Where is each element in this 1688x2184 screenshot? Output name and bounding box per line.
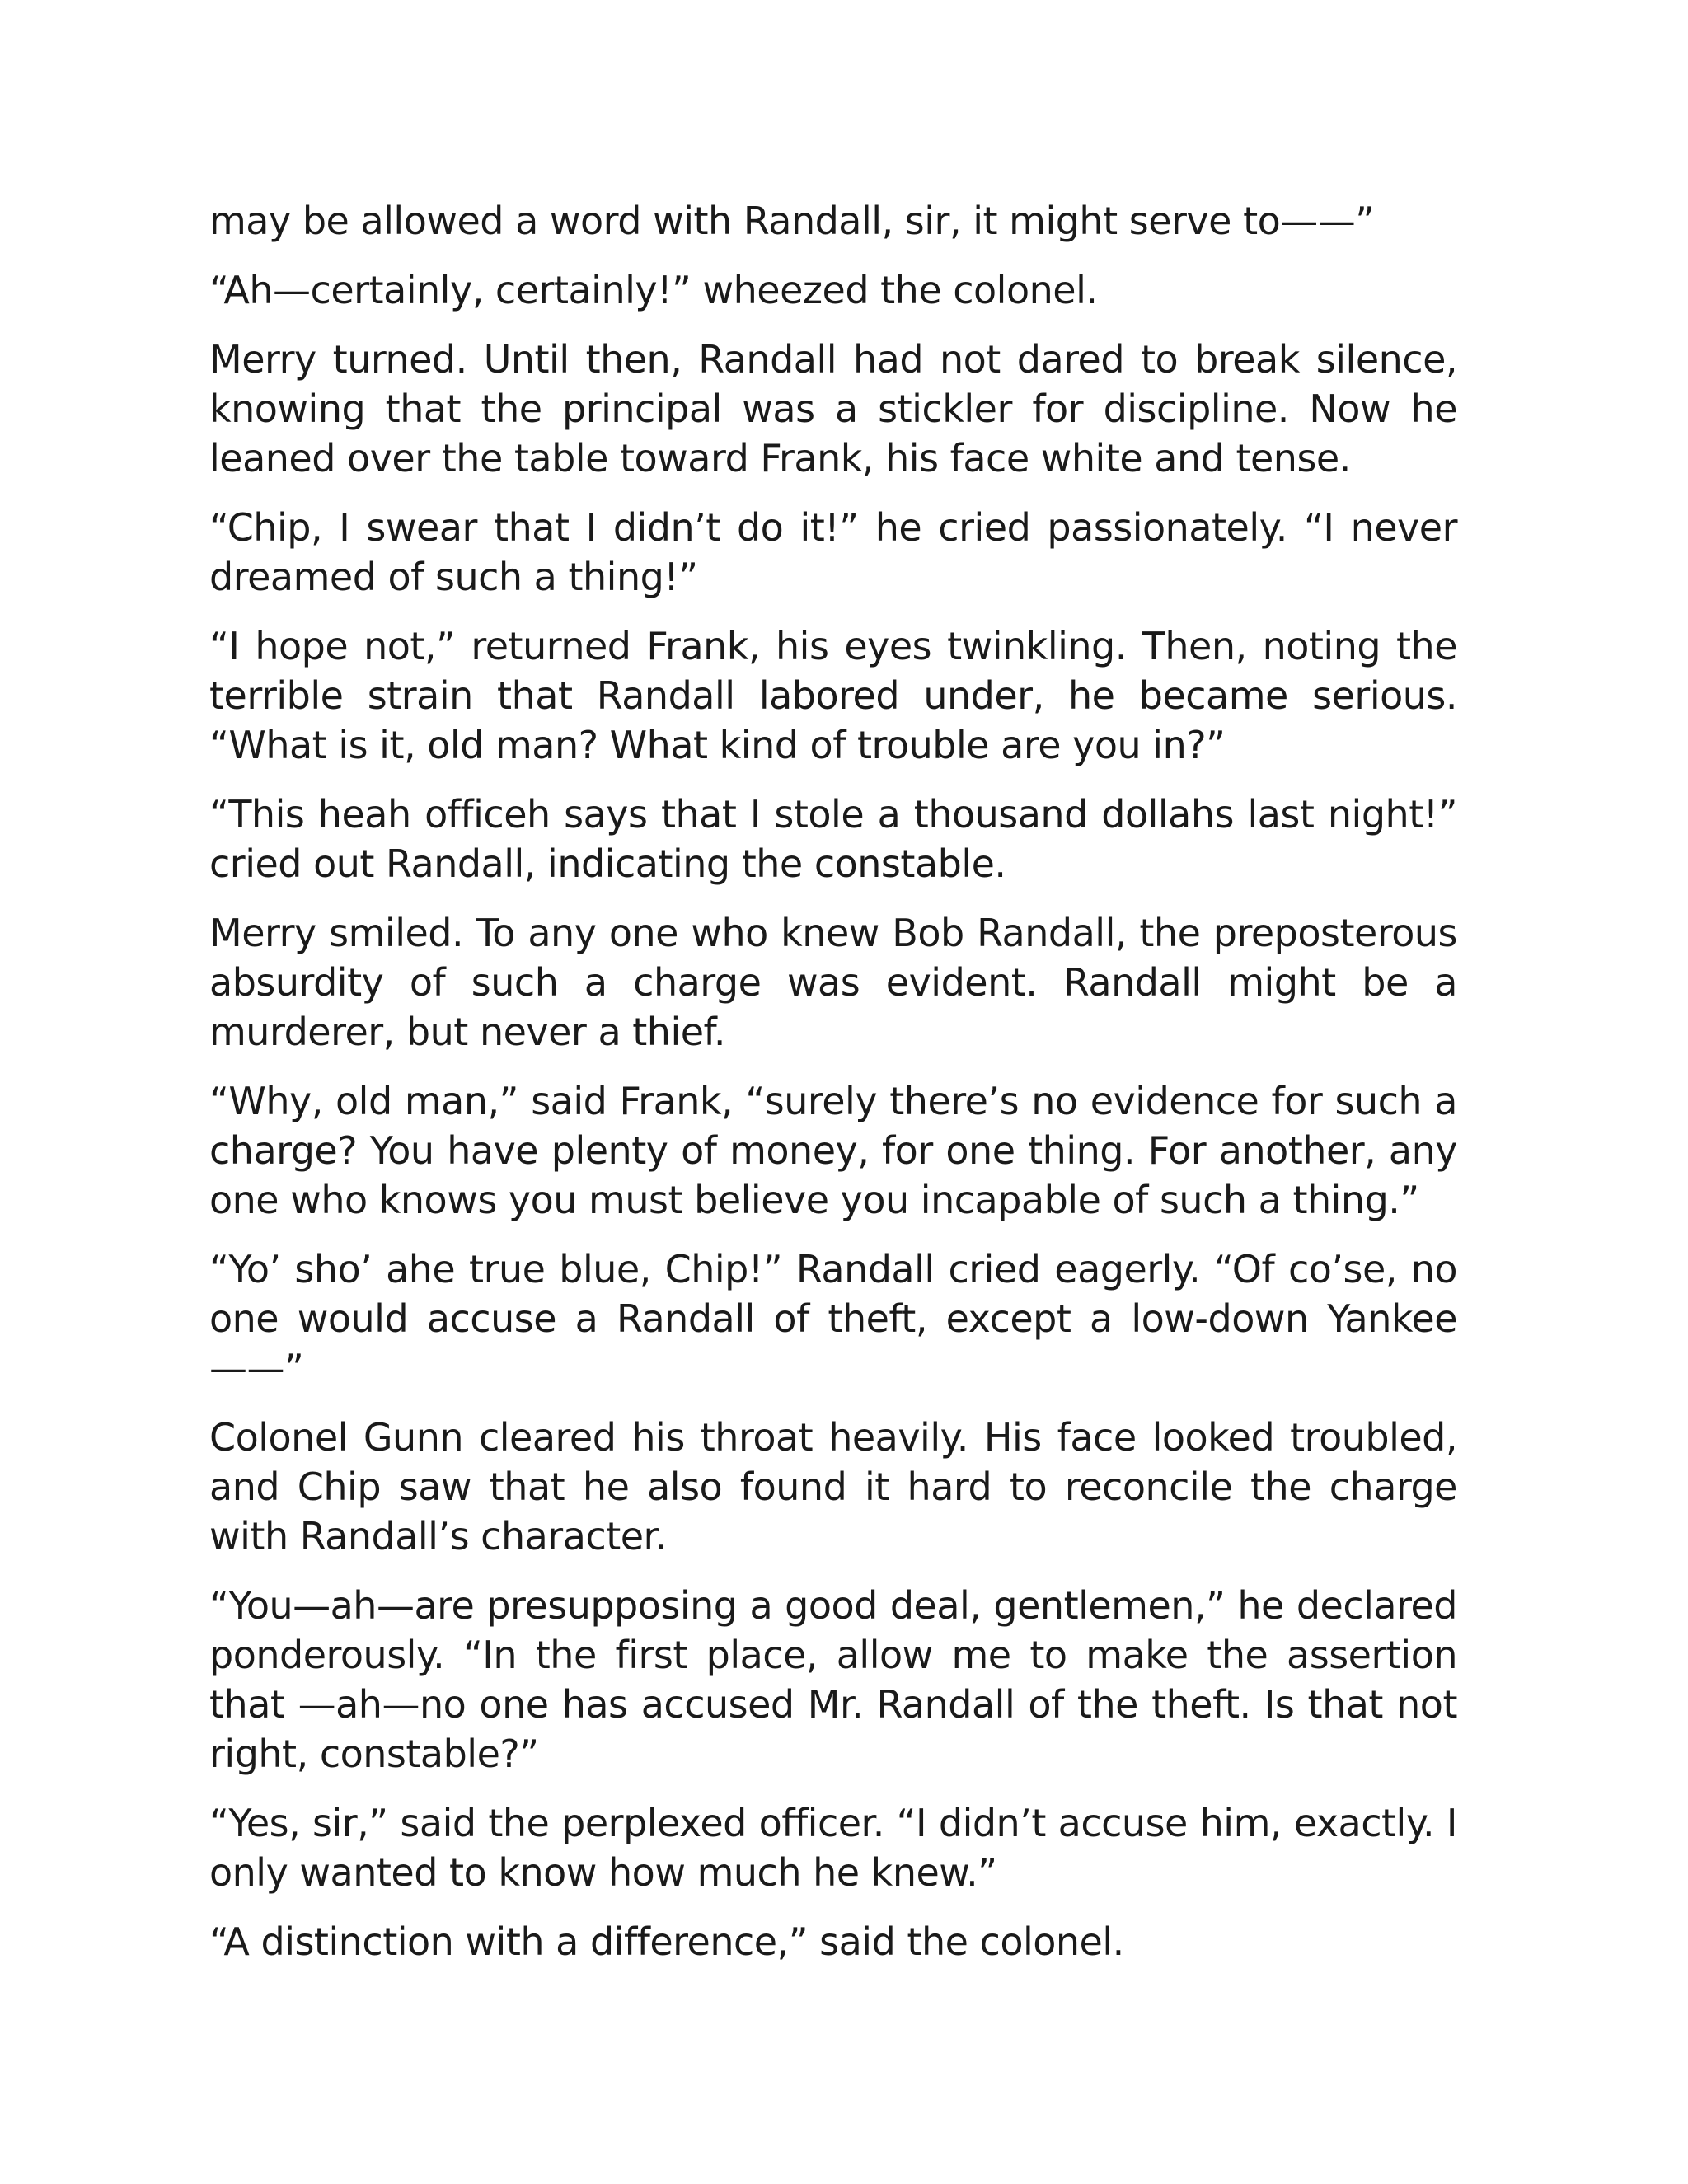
- paragraph-10: Colonel Gunn cleared his throat heavily. His face looked troubled, and Chip saw that he also found it hard to reconcile the charge with Randall’s character.: [209, 1415, 1457, 1558]
- paragraph-6: “This heah officeh says that I stole a thousand dollahs last night!” cried out Randall, indicating the constable.: [209, 792, 1457, 886]
- paragraph-11: “You—ah—are presupposing a good deal, gentlemen,” he declared ponderously. “In the first place, allow me to make the assertion that —ah—no one has accused Mr. Randall of the theft. Is that not right, constable?”: [209, 1583, 1457, 1776]
- paragraph-7: Merry smiled. To any one who knew Bob Randall, the preposterous absurdity of such a charge was evident. Randall might be a murderer, but never a thief.: [209, 911, 1457, 1054]
- paragraph-3: Merry turned. Until then, Randall had not dared to break silence, knowing that the principal was a stickler for discipline. Now he leaned over the table toward Frank, his face white and tense.: [209, 337, 1457, 480]
- paragraph-8: “Why, old man,” said Frank, “surely there’s no evidence for such a charge? You have plenty of money, for one thing. For another, any one who knows you must believe you incapable of such a thing.”: [209, 1079, 1457, 1222]
- paragraph-13: “A distinction with a difference,” said the colonel.: [209, 1919, 1124, 1964]
- paragraph-9: “Yo’ sho’ ahe true blue, Chip!” Randall cried eagerly. “Of co’se, no one would accuse a Randall of theft, except a low-down Yankee——”: [209, 1247, 1457, 1390]
- paragraph-5: “I hope not,” returned Frank, his eyes twinkling. Then, noting the terrible strain that Randall labored under, he became serious. “What is it, old man? What kind of trouble are you in?”: [209, 624, 1457, 767]
- paragraph-2: “Ah—certainly, certainly!” wheezed the colonel.: [209, 268, 1098, 312]
- paragraph-1: may be allowed a word with Randall, sir, it might serve to——”: [209, 199, 1375, 243]
- paragraph-12: “Yes, sir,” said the perplexed officer. “I didn’t accuse him, exactly. I only wanted to know how much he knew.”: [209, 1801, 1457, 1895]
- paragraph-4: “Chip, I swear that I didn’t do it!” he cried passionately. “I never dreamed of such a thing!”: [209, 505, 1457, 599]
- text-column: [209, 196, 1457, 1986]
